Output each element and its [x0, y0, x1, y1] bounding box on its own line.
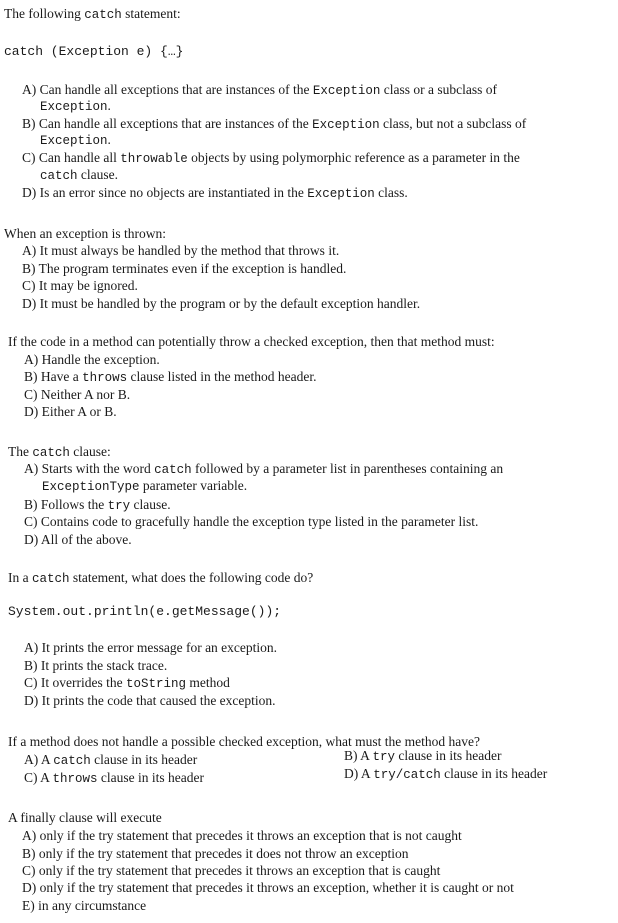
q1-option-c-cont: catch clause. — [40, 167, 118, 183]
q1-option-a: A) Can handle all exceptions that are instances of the Exception class or a subclass of — [22, 82, 498, 98]
q2-option-d: D) It must be handled by the program or by the default exception handler. — [22, 296, 421, 311]
q2-option-c: C) It may be ignored. — [22, 278, 138, 293]
q1-option-c: C) Can handle all throwable objects by using polymorphic reference as a parameter in the — [22, 150, 520, 166]
q4-option-a: A) Starts with the word catch followed by a parameter list in parentheses containing an — [24, 461, 504, 477]
q5-option-d: D) It prints the code that caused the exception. — [24, 693, 276, 708]
q7-option-e: E) in any circumstance — [22, 898, 147, 913]
q6-option-b: B) A try clause in its header — [344, 748, 502, 764]
q1-option-b-cont: Exception. — [40, 132, 111, 148]
q4-option-d: D) All of the above. — [24, 532, 132, 547]
q4-option-c: C) Contains code to gracefully handle the exception type listed in the parameter list. — [24, 514, 479, 529]
q3-option-b: B) Have a throws clause listed in the method header. — [24, 369, 317, 385]
q1-option-a-cont: Exception. — [40, 98, 111, 114]
q5-option-a: A) It prints the error message for an exception. — [24, 640, 278, 655]
q3-stem: If the code in a method can potentially throw a checked exception, then that method must: — [8, 334, 495, 349]
q4-option-a-cont: ExceptionType parameter variable. — [42, 478, 248, 494]
q1-option-d: D) Is an error since no objects are instantiated in the Exception class. — [22, 185, 408, 201]
q6-option-d: D) A try/catch clause in its header — [344, 766, 548, 782]
q5-option-c: C) It overrides the toString method — [24, 675, 230, 691]
q5-option-b: B) It prints the stack trace. — [24, 658, 168, 673]
q1-stem: The following catch statement: — [4, 6, 181, 22]
q6-option-a: A) A catch clause in its header — [24, 752, 198, 768]
q6-stem: If a method does not handle a possible checked exception, what must the method have? — [8, 734, 480, 749]
q7-option-a: A) only if the try statement that precedes it throws an exception that is not caught — [22, 828, 462, 843]
q7-stem: A finally clause will execute — [8, 810, 162, 825]
q1-code: catch (Exception e) {…} — [4, 44, 184, 59]
q3-option-a: A) Handle the exception. — [24, 352, 160, 367]
q3-option-d: D) Either A or B. — [24, 404, 117, 419]
q7-option-b: B) only if the try statement that precedes it does not throw an exception — [22, 846, 409, 861]
q6-option-c: C) A throws clause in its header — [24, 770, 204, 786]
q2-option-b: B) The program terminates even if the exception is handled. — [22, 261, 347, 276]
q1-option-b: B) Can handle all exceptions that are instances of the Exception class, but not a subclass of — [22, 116, 527, 132]
q2-stem: When an exception is thrown: — [4, 226, 166, 241]
q3-option-c: C) Neither A nor B. — [24, 387, 131, 402]
q4-stem: The catch clause: — [8, 444, 111, 460]
q5-code: System.out.println(e.getMessage()); — [8, 604, 282, 619]
q2-option-a: A) It must always be handled by the method that throws it. — [22, 243, 340, 258]
q4-option-b: B) Follows the try clause. — [24, 497, 171, 513]
q7-option-c: C) only if the try statement that precedes it throws an exception that is caught — [22, 863, 441, 878]
q5-stem: In a catch statement, what does the following code do? — [8, 570, 314, 586]
q7-option-d: D) only if the try statement that precedes it throws an exception, whether it is caught or not — [22, 880, 514, 895]
